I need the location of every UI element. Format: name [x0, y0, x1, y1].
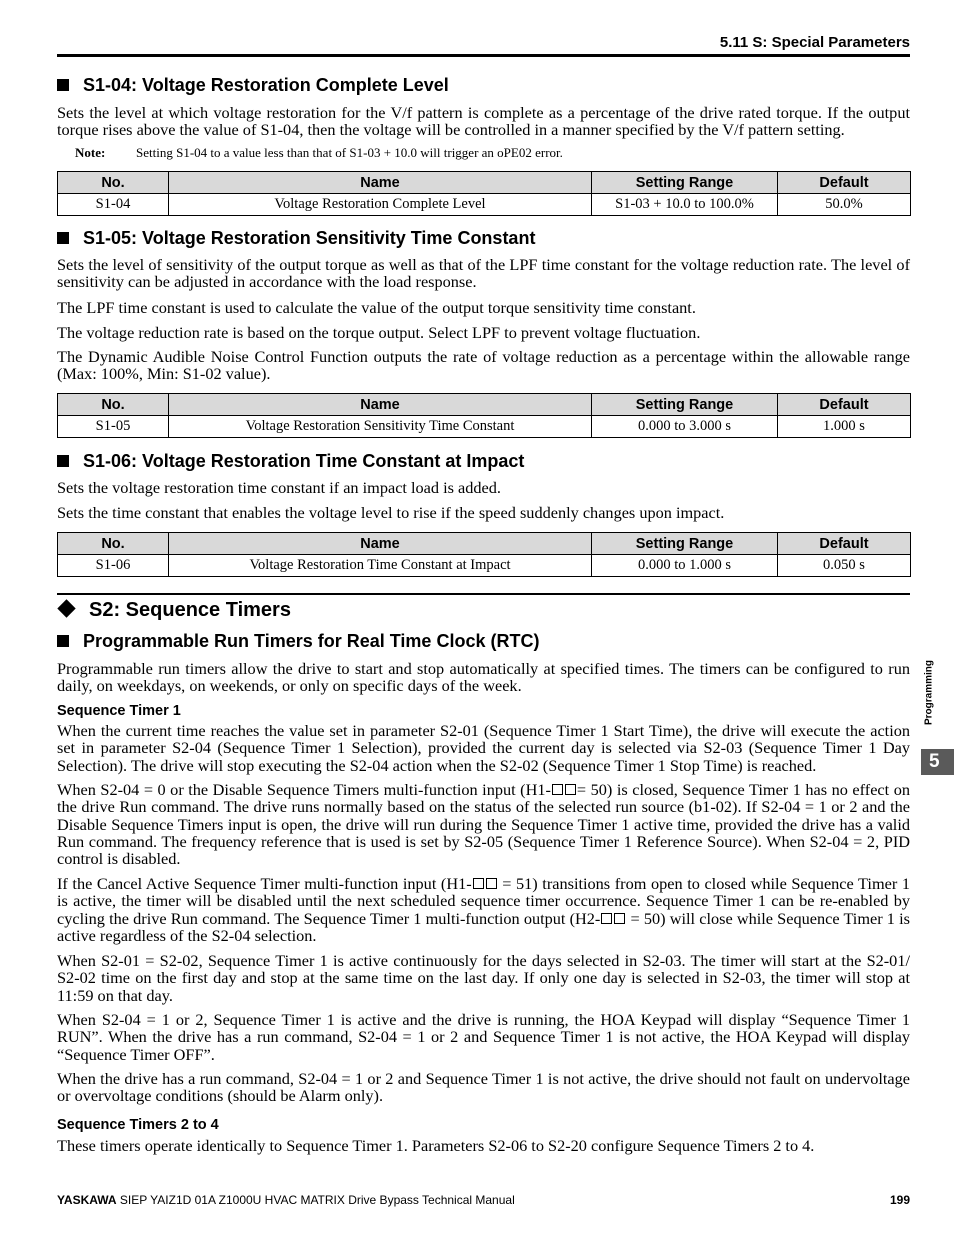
s1-06-para-1: Sets the voltage restoration time constant if an impact load is added.	[57, 478, 501, 497]
footer-brand: YASKAWA	[57, 1193, 117, 1207]
page-number: 199	[889, 1193, 910, 1207]
placeholder-box-icon	[565, 784, 576, 795]
running-header: 5.11 S: Special Parameters	[719, 34, 910, 51]
timer1-para-4: When S2-01 = S2-02, Sequence Timer 1 is active continuously for the days selected in S2-03. The timer will start at the S2-01/ S2-02 time on the first day and stop at the same time on the last day. If only one day is selected in S2-03, the timer will stop at 11:59 on that day.	[57, 951, 910, 1005]
placeholder-box-icon	[601, 913, 612, 924]
timer1-para-2: When S2-04 = 0 or the Disable Sequence Timers multi-function input (H1- = 50) is closed, Sequence Timer 1 has no effect on the drive Run command. The drive runs normally based on the status of the selected run source (b1-02). If S2-04 = 1 or 2 and the Disable Sequence Timers input is open, the drive will run during the Sequence Timer 1 active time, provided the drive has a valid Run command. The frequency reference that is used is set by S2-05 (Sequence Timer 1 Reference Source). When S2-04 = 2, PID control is disabled.	[57, 780, 910, 869]
sequence-timer-1-heading: Sequence Timer 1	[57, 703, 181, 719]
s1-04-table	[57, 171, 911, 216]
s1-06-heading: S1-06: Voltage Restoration Time Constant at Impact	[57, 450, 524, 472]
s1-05-para-4: The Dynamic Audible Noise Control Function outputs the rate of voltage reduction as a percentage within the allowable range (Max: 100%, Min: S1-02 value).	[57, 347, 910, 384]
square-bullet-icon	[57, 232, 69, 244]
rtc-heading: Programmable Run Timers for Real Time Clock (RTC)	[57, 630, 539, 652]
s1-06-table	[57, 532, 911, 577]
chapter-side-label: Programming	[923, 660, 935, 726]
square-bullet-icon	[57, 635, 69, 647]
table-header-row: No. Name Setting Range Default	[58, 394, 911, 416]
s1-05-para-3: The voltage reduction rate is based on the torque output. Select LPF to prevent voltage fluctuation.	[57, 323, 701, 342]
rtc-intro: Programmable run timers allow the drive to start and stop automatically at specified times. The timers can be configured to run daily, on weekdays, on weekends, or only on specific days of the week.	[57, 659, 910, 696]
s1-05-heading: S1-05: Voltage Restoration Sensitivity Time Constant	[57, 227, 535, 249]
table-header-row: No. Name Setting Range Default	[58, 172, 911, 194]
placeholder-box-icon	[473, 878, 484, 889]
s1-05-table	[57, 393, 911, 438]
table-row: S1-06 Voltage Restoration Time Constant at Impact 0.000 to 1.000 s 0.050 s	[58, 555, 911, 577]
page-footer	[57, 1193, 910, 1207]
placeholder-box-icon	[486, 878, 497, 889]
placeholder-box-icon	[552, 784, 563, 795]
placeholder-box-icon	[614, 913, 625, 924]
timer1-para-6: When the drive has a run command, S2-04 = 1 or 2 and Sequence Timer 1 is not active, the drive should not fault on undervoltage or overvoltage conditions (should be Alarm only).	[57, 1069, 910, 1106]
timer1-para-5: When S2-04 = 1 or 2, Sequence Timer 1 is active and the drive is running, the HOA Keypad will display “Sequence Timer 1 RUN”. When the drive has a run command, S2-04 = 1 or 2 and Sequence Timer 1 is not active, the HOA Keypad will display “Sequence Timer OFF”.	[57, 1010, 910, 1064]
table-row: S1-05 Voltage Restoration Sensitivity Time Constant 0.000 to 3.000 s 1.000 s	[58, 416, 911, 438]
s2-heading: S2: Sequence Timers	[57, 598, 291, 622]
diamond-bullet-icon	[57, 599, 75, 617]
sequence-timers-2-4-heading: Sequence Timers 2 to 4	[57, 1117, 219, 1133]
s1-06-para-2: Sets the time constant that enables the voltage level to rise if the speed suddenly changes upon impact.	[57, 503, 725, 522]
square-bullet-icon	[57, 79, 69, 91]
s1-05-para-1: Sets the level of sensitivity of the output torque as well as that of the LPF time constant for the voltage reduction rate. The level of sensitivity can be adjusted in accordance with the load response.	[57, 255, 910, 292]
timer1-para-1: When the current time reaches the value set in parameter S2-01 (Sequence Timer 1 Start Time), the drive will execute the action set in parameter S2-04 (Sequence Timer 1 Selection), provided the current day is selected via S2-03 (Sequence Timer 1 Day Selection). The drive will stop executing the S2-04 action when the S2-02 (Sequence Timer 1 Stop Time) is reached.	[57, 721, 910, 775]
table-header-row: No. Name Setting Range Default	[58, 533, 911, 555]
footer-doc-title: SIEP YAIZ1D 01A Z1000U HVAC MATRIX Drive Bypass Technical Manual	[116, 1193, 515, 1207]
s1-04-heading: S1-04: Voltage Restoration Complete Level	[57, 74, 449, 96]
timer1-para-3: If the Cancel Active Sequence Timer multi-function input (H1- = 51) transitions from open to closed while Sequence Timer 1 is active, the timer will be disabled until the next scheduled sequence timer occurrence. Sequence Timer 1 can be re-enabled by cycling the drive Run command. The Sequence Timer 1 multi-function output (H2- = 50) will close while Sequence Timer 1 is active regardless of the S2-04 selection.	[57, 874, 910, 945]
timers-2-4-para: These timers operate identically to Sequence Timer 1. Parameters S2-06 to S2-20 configure Sequence Timers 2 to 4.	[57, 1136, 815, 1155]
section-rule	[57, 593, 910, 595]
header-rule	[57, 54, 910, 57]
table-row: S1-04 Voltage Restoration Complete Level S1-03 + 10.0 to 100.0% 50.0%	[58, 194, 911, 216]
s1-05-para-2: The LPF time constant is used to calculate the value of the output torque sensitivity time constant.	[57, 298, 696, 317]
s1-04-description: Sets the level at which voltage restoration for the V/f pattern is complete as a percentage of the drive rated torque. If the output torque rises above the value of S1-04, then the voltage will be controlled in a manner specified by the V/f pattern setting.	[57, 103, 910, 140]
square-bullet-icon	[57, 455, 69, 467]
s1-04-note: Note: Setting S1-04 to a value less than that of S1-03 + 10.0 will trigger an oPE02 error.	[75, 145, 563, 160]
chapter-number-tab: 5	[921, 749, 954, 775]
